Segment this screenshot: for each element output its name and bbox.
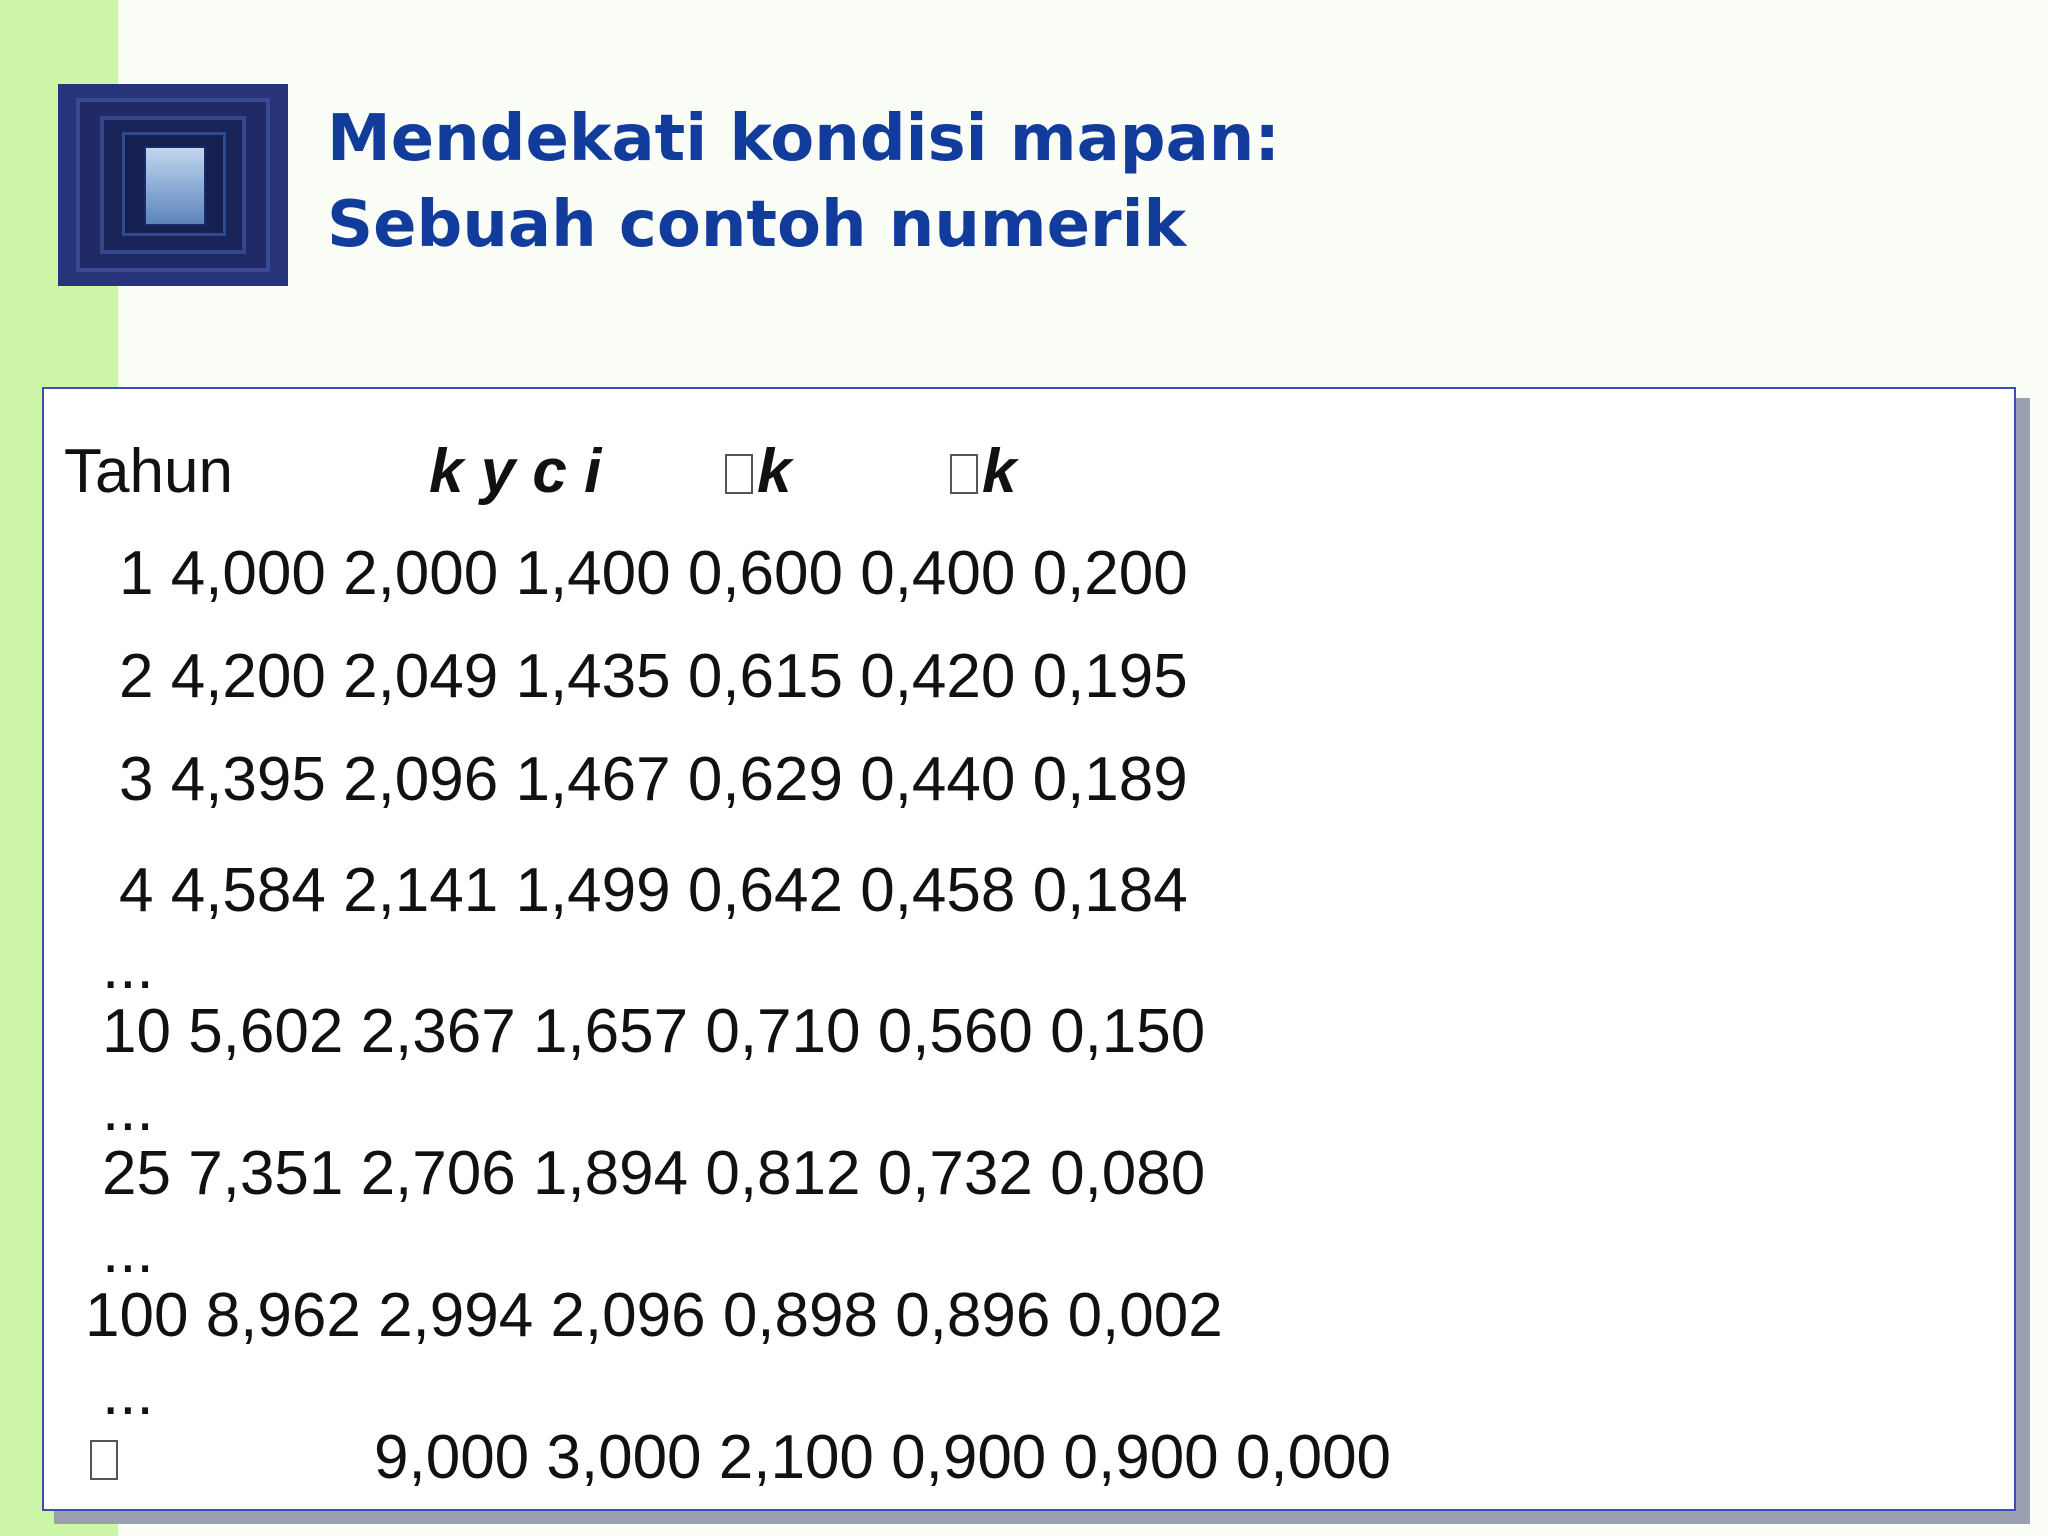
table-row — [119, 856, 1188, 926]
table-row — [102, 997, 1205, 1067]
table-row — [119, 745, 1188, 815]
row-values: 8,962 2,994 2,096 0,898 0,896 0,002 — [205, 1281, 1223, 1350]
row-year: 4 — [119, 856, 154, 925]
slide-title-line-1: Mendekati kondisi mapan: — [327, 102, 1280, 176]
row-values: 4,395 2,096 1,467 0,629 0,440 0,189 — [170, 745, 1188, 814]
row-values: 4,200 2,049 1,435 0,615 0,420 0,195 — [170, 642, 1188, 711]
steady-state-values: 9,000 3,000 2,100 0,900 0,900 0,000 — [374, 1423, 1392, 1492]
steady-state-symbol — [90, 1423, 122, 1493]
table-row — [102, 1139, 1205, 1209]
row-values: 4,000 2,000 1,400 0,600 0,400 0,200 — [170, 539, 1188, 608]
ellipsis-row: ... — [102, 933, 154, 1002]
table-row — [85, 1281, 1223, 1351]
table-row — [119, 642, 1188, 712]
missing-glyph-icon — [725, 454, 753, 494]
header-year-label: Tahun — [64, 437, 233, 506]
missing-glyph-icon — [950, 454, 978, 494]
row-year: 10 — [102, 997, 171, 1066]
tunnel-logo-icon — [58, 84, 288, 286]
ellipsis-row: ... — [102, 1217, 154, 1286]
logo-center-light — [144, 146, 206, 226]
header-depreciation-k-label: k — [982, 437, 1017, 506]
numeric-table-box — [42, 387, 2016, 1511]
row-year: 2 — [119, 642, 154, 711]
row-values: 4,584 2,141 1,499 0,642 0,458 0,184 — [170, 856, 1188, 925]
slide-title — [327, 96, 1280, 268]
header-delta-k-label: k — [757, 437, 792, 506]
row-year: 1 — [119, 539, 154, 608]
ellipsis-row: ... — [102, 1075, 154, 1144]
ellipsis-row: ... — [102, 1359, 154, 1428]
row-values: 7,351 2,706 1,894 0,812 0,732 0,080 — [188, 1139, 1206, 1208]
header-variables-label: k y c i — [429, 437, 602, 506]
infinity-missing-glyph-icon — [90, 1440, 118, 1480]
row-year: 100 — [85, 1281, 189, 1350]
row-year: 25 — [102, 1139, 171, 1208]
row-year: 3 — [119, 745, 154, 814]
row-values: 5,602 2,367 1,657 0,710 0,560 0,150 — [188, 997, 1206, 1066]
header-delta-k — [725, 437, 791, 507]
table-row — [119, 539, 1188, 609]
slide-title-line-2: Sebuah contoh numerik — [327, 188, 1187, 262]
header-depreciation-k — [950, 437, 1016, 507]
